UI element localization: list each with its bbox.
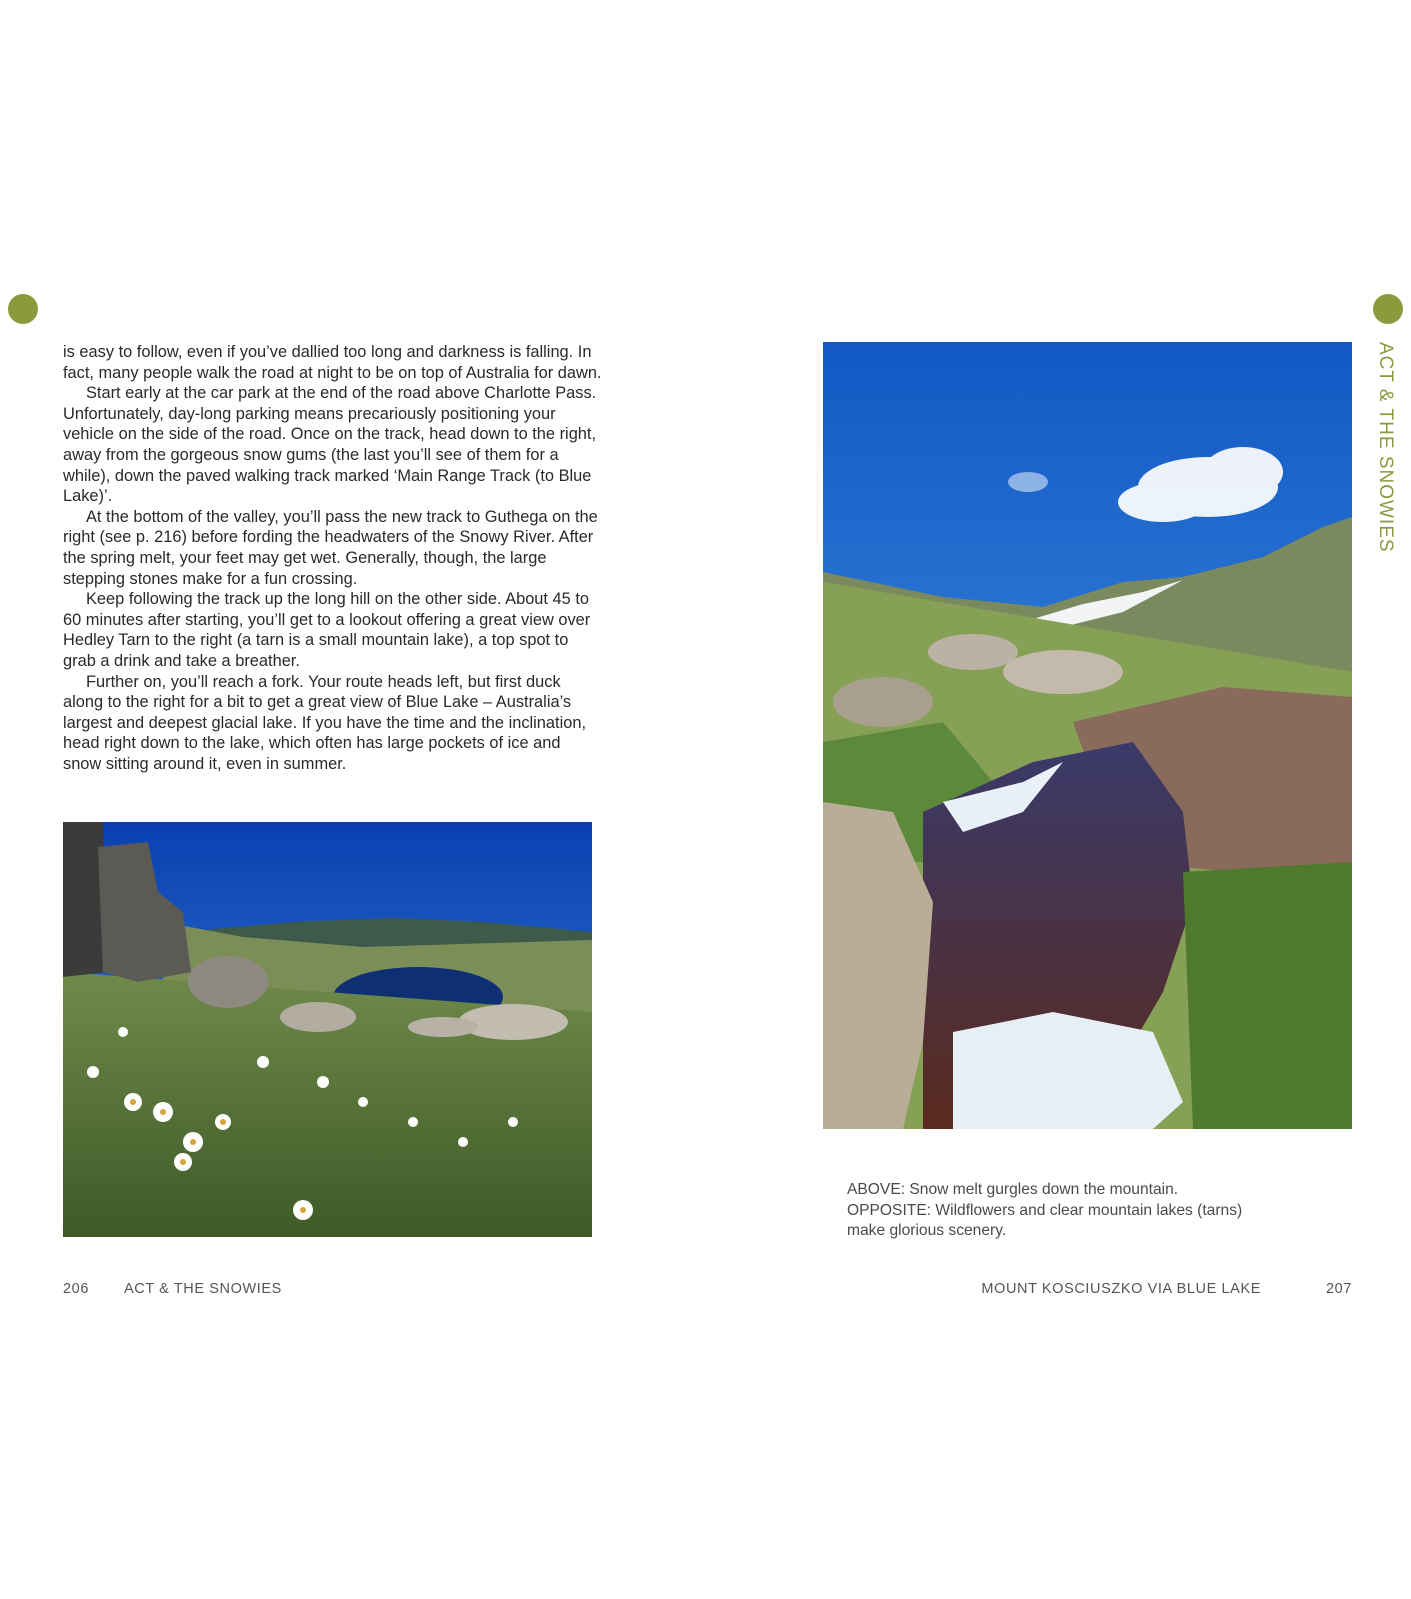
caption-line-1: ABOVE: Snow melt gurgles down the mountain.: [847, 1181, 1179, 1198]
paragraph-5: Further on, you’ll reach a fork. Your route heads left, but first duck along to the right for a bit to get a great view of Blue Lake – Australia’s largest and deepest glacial lake. If you have the time and the inclination, head right down to the lake, which often has large pockets of ice and snow sitting around it, even in summer.: [63, 672, 587, 773]
photo-snow-melt-stream: [823, 342, 1352, 1129]
running-head-left: ACT & THE SNOWIES: [124, 1281, 282, 1297]
caption-line-2: OPPOSITE: Wildflowers and clear mountain lakes (tarns): [847, 1201, 1243, 1219]
body-text: [63, 342, 603, 774]
running-head-right: MOUNT KOSCIUSZKO VIA BLUE LAKE: [981, 1281, 1261, 1297]
photo-wildflowers-lake: [63, 822, 592, 1237]
paragraph-2: Start early at the car park at the end of the road above Charlotte Pass. Unfortunately, day-long parking means precariously positioning your vehicle on the side of the road. Once on the track, head down to the right, away from the gorgeous snow gums (the last you’ll see of them for a while), down the paved walking track marked ‘Main Range Track (to Blue Lake)’.: [63, 384, 597, 506]
paragraph-4: Keep following the track up the long hill on the other side. About 45 to 60 minutes after starting, you’ll get to a lookout offering a great view over Hedley Tarn to the right (a tarn is a small mountain lake), a top spot to grab a drink and take a breather.: [63, 590, 591, 670]
photo-caption: [847, 1180, 1317, 1242]
page-number-right: 207: [1326, 1281, 1352, 1297]
chapter-dot-left: [8, 294, 38, 324]
paragraph-1: is easy to follow, even if you’ve dallied too long and darkness is falling. In fact, many people walk the road at night to be on top of Australia for dawn.: [63, 343, 602, 382]
paragraph-3: At the bottom of the valley, you’ll pass the new track to Guthega on the right (see p. 216) before fording the headwaters of the Snowy River. After the spring melt, your feet may get wet. Generally, though, the large stepping stones make for a fun crossing.: [63, 507, 598, 588]
page-number-left: 206: [63, 1281, 89, 1297]
chapter-dot-right: [1373, 294, 1403, 324]
section-tab: ACT & THE SNOWIES: [1375, 342, 1396, 553]
caption-line-3: make glorious scenery.: [847, 1222, 1007, 1240]
